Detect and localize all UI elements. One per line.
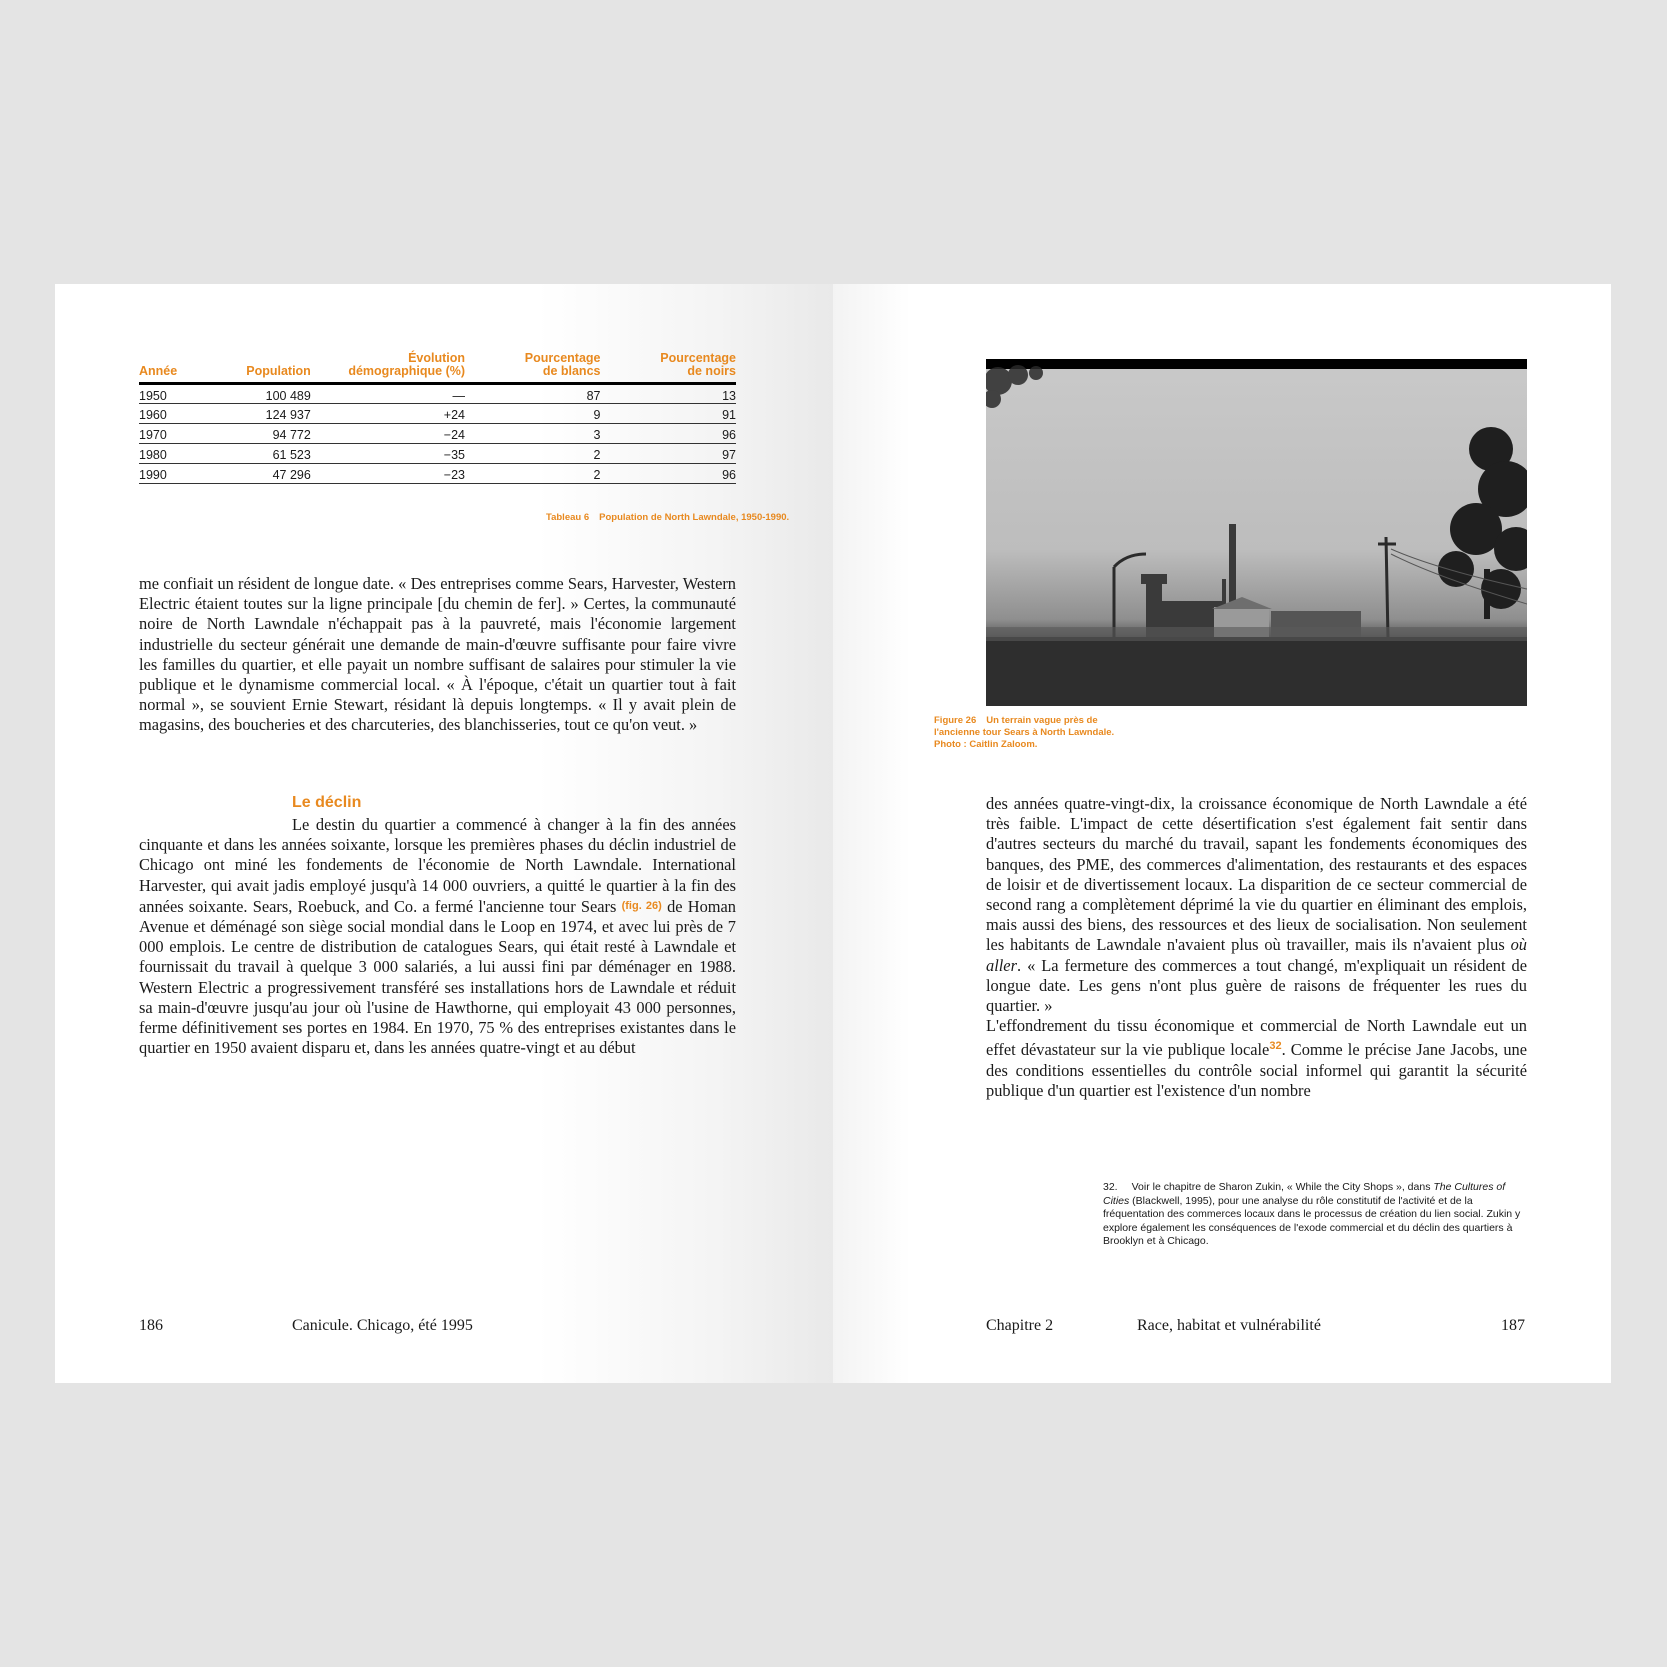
footnote-number: 32. — [1103, 1181, 1118, 1193]
running-title-left: Canicule. Chicago, été 1995 — [292, 1317, 473, 1334]
table-cell: 1950 — [139, 384, 227, 404]
footnote-reference[interactable]: 32 — [1269, 1040, 1282, 1053]
table-cell: +24 — [311, 404, 465, 424]
figure-caption-text: Un terrain vague près de l'ancienne tour Sears à North Lawndale. Photo : Caitlin Zaloom. — [934, 715, 1115, 750]
page-number-right: 187 — [1501, 1317, 1525, 1334]
col-header-pct-white: Pourcentage de blancs — [465, 352, 600, 384]
table-cell: 61 523 — [227, 444, 311, 464]
table-cell: 1990 — [139, 464, 227, 484]
table-cell: 96 — [600, 424, 736, 444]
table-cell: 2 — [465, 444, 600, 464]
right-page — [833, 284, 1611, 1383]
table-cell: 9 — [465, 404, 600, 424]
footnote-text-part: (Blackwell, 1995), pour une analyse du rôle constitutif de l'activité et de la fréquentation des commerces locaux dans le processus de création du lien social. Zukin y explore également les conséquences de l'exode commercial et du déclin des quartiers à Brooklyn et à Chicago. — [1103, 1194, 1521, 1247]
col-header-population: Population — [227, 352, 311, 384]
table-caption — [546, 512, 806, 524]
col-header-evolution: Évolution démographique (%) — [311, 352, 465, 384]
table-cell: 87 — [465, 384, 600, 404]
section-heading: Le déclin — [292, 794, 362, 811]
table-row — [139, 384, 736, 404]
body-paragraph-2 — [139, 815, 736, 1058]
col-header-pct-black: Pourcentage de noirs — [600, 352, 736, 384]
paragraph-text-part: . « La fermeture des commerces a tout changé, m'expliquait un résident de longue date. Les gens n'ont plus guère de raisons de fréquenter les rues du quartier. » — [986, 955, 1527, 1016]
table-cell: 1960 — [139, 404, 227, 424]
table-caption-label: Tableau 6 — [546, 512, 590, 523]
table-cell: 94 772 — [227, 424, 311, 444]
table-cell: 124 937 — [227, 404, 311, 424]
table-cell: 13 — [600, 384, 736, 404]
figure-caption-label: Figure 26 — [934, 715, 977, 726]
table-cell: 1980 — [139, 444, 227, 464]
paragraph-text-part: de Homan Avenue et déménagé son siège social mondial dans le Loop en 1974, et avec lui près de 7 000 emplois. Le centre de distribution de catalogues Sears, qui était resté à Lawndale et fournissait du travail à quelque 3 000 salariés, a lui aussi fini par déménager en 1988. Western Electric a progressivement transféré ses installations hors de Lawndale et réduit sa main-d'œuvre jusqu'au jour où l'usine de Hawthorne, qui employait 43 000 personnes, ferme définitivement ses portes en 1984. En 1970, 75 % des entreprises existantes dans le quartier en 1950 avaient disparu et, dans les années quatre-vingt et au début — [139, 896, 736, 1058]
photo-scene — [986, 359, 1527, 706]
paragraph-text-part: . Comme le précise Jane Jacobs, une des conditions essentielles du contrôle social informel qui garantit la sécurité publique d'un quartier est l'existence d'un nombre — [986, 1040, 1527, 1100]
footnote-text-part: Voir le chapitre de Sharon Zukin, « While the City Shops », dans — [1131, 1181, 1434, 1193]
paragraph-text — [986, 1016, 1527, 1101]
table-cell: 47 296 — [227, 464, 311, 484]
figure-reference[interactable]: (fig. 26) — [621, 899, 662, 912]
body-paragraph-1 — [139, 574, 736, 736]
table-row — [139, 464, 736, 484]
emphasis-text: où aller — [986, 935, 1527, 975]
left-page — [55, 284, 833, 1383]
table-row — [139, 404, 736, 424]
page-number-left: 186 — [139, 1317, 163, 1334]
paragraph-text — [139, 815, 736, 1058]
running-title-right: Race, habitat et vulnérabilité — [1137, 1317, 1321, 1334]
table-cell: 1970 — [139, 424, 227, 444]
paragraph-text: me confiait un résident de longue date. « Des entreprises comme Sears, Harvester, Western Electric étaient toutes sur la ligne principale [du chemin de fer]. » Certes, la communauté noire de North Lawndale n'échappait pas à la pauvreté, mais l'économie largement industrielle du secteur générait une demande de main-d'œuvre suffisante pour faire vivre les familles du quartier, et elle payait un nombre suffisant de salaires pour stimuler la vie publique et le dynamisme commercial local. « À l'époque, c'était un quartier tout à fait normal », se souvient Ernie Stewart, résidant là depuis longtemps. « Il y avait plein de magasins, des boucheries et des charcuteries, des blanchisseries, tout ce qu'on veut. » — [139, 574, 736, 735]
footnote — [1103, 1181, 1523, 1249]
table-header-row — [139, 352, 736, 384]
table-cell: 3 — [465, 424, 600, 444]
running-chapter-right: Chapitre 2 — [986, 1317, 1054, 1334]
figure-photo — [986, 359, 1527, 706]
table-cell: −23 — [311, 464, 465, 484]
table-cell: −24 — [311, 424, 465, 444]
table-cell: — — [311, 384, 465, 404]
table-caption-text: Population de North Lawndale, 1950-1990. — [599, 512, 790, 523]
table-cell: −35 — [311, 444, 465, 464]
paragraph-text — [986, 794, 1527, 1016]
figure-caption — [934, 715, 1134, 751]
paragraph-text-part: L'effondrement du tissu économique et commercial de North Lawndale eut un effet dévastateur sur la vie publique locale — [986, 1016, 1527, 1060]
population-table — [139, 352, 736, 484]
paragraph-text-part: Le destin du quartier a commencé à changer à la fin des années cinquante et dans les années soixante, lorsque les premières phases du déclin industriel de Chicago ont miné les fondements de l'économie de North Lawndale. International Harvester, qui avait jadis employé jusqu'à 14 000 ouvriers, a quitté le quartier à la fin des années soixante. Sears, Roebuck, and Co. a fermé l'ancienne tour Sears — [139, 815, 736, 916]
table-cell: 2 — [465, 464, 600, 484]
body-paragraph-3 — [986, 794, 1527, 1101]
table-cell: 91 — [600, 404, 736, 424]
col-header-year: Année — [139, 352, 227, 384]
table-cell: 100 489 — [227, 384, 311, 404]
table-row — [139, 424, 736, 444]
table-row — [139, 444, 736, 464]
paragraph-text-part: des années quatre-vingt-dix, la croissance économique de North Lawndale a été très faible. L'impact de cette désertification s'est également fait sentir dans d'autres secteurs du marché du travail, sapant les fondements économiques des banques, des PME, des commerces d'alimentation, des restaurants et des espaces de loisir et de divertissement locaux. La disparition de ce secteur commercial de second rang a complètement déprimé la vie du quartier en éliminant des emplois, mais aussi des biens, des ressources et des lieux de socialisation. Non seulement les habitants de Lawndale n'avaient plus où travailler, mais ils n'avaient plus — [986, 794, 1527, 955]
table-cell: 96 — [600, 464, 736, 484]
footnote-emphasis: The Cultures of Cities — [1103, 1181, 1506, 1207]
table-cell: 97 — [600, 444, 736, 464]
